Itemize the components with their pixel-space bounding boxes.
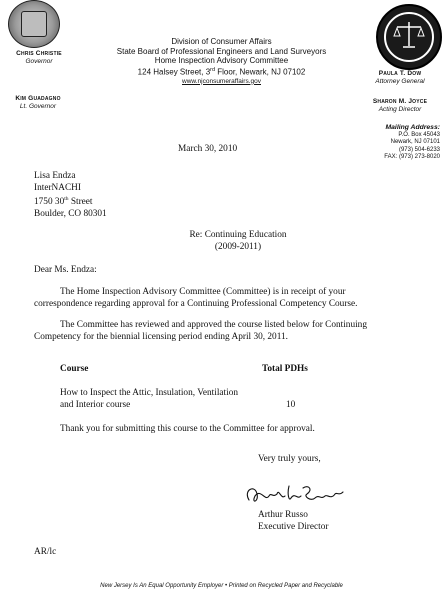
salutation: Dear Ms. Endza: (34, 265, 97, 275)
state-seal-left (8, 0, 60, 48)
letter-date: March 30, 2010 (178, 144, 238, 154)
course-column-header: Course (60, 364, 89, 374)
paragraph-1-line: correspondence regarding approval for a Continuing Professional Competency Course. (34, 298, 358, 309)
mailing-address-block (362, 124, 440, 162)
signer-name: Arthur Russo (258, 510, 308, 520)
course-name: How to Inspect the Attic, Insulation, Ventilation and Interior course (60, 388, 238, 410)
ag-title: Attorney General (375, 78, 425, 85)
seal-shield-icon (21, 11, 47, 37)
director-title: Acting Director (378, 106, 422, 113)
director-block (360, 98, 440, 114)
director-name: Sharon M. Joyce (372, 98, 428, 105)
ag-name: Paula T. Dow (378, 70, 422, 77)
recipient-address (34, 171, 107, 220)
lt-governor-block (0, 95, 76, 111)
re-line: Re: Continuing Education (189, 230, 287, 240)
recipient-street: 1750 30th Street (34, 196, 93, 208)
thank-you-line: Thank you for submitting this course to the Committee for approval. (60, 424, 315, 434)
attorney-general-seal (376, 4, 442, 70)
letterhead-center (100, 37, 343, 86)
lt-governor-name: Kim Guadagno (15, 95, 61, 102)
governor-name: Chris Christie (16, 50, 62, 57)
closing: Very truly yours, (258, 454, 321, 464)
recipient-org: InterNACHI (34, 182, 81, 193)
typist-initials: AR/lc (34, 547, 57, 557)
re-years: (2009-2011) (214, 241, 262, 252)
governor-block (4, 50, 74, 66)
pdh-column-header: Total PDHs (262, 364, 308, 374)
office-address: 124 Halsey Street, 3rd Floor, Newark, NJ 07102 (137, 66, 306, 77)
lt-governor-title: Lt. Governor (19, 103, 57, 110)
mailing-line: (973) 504-6233 (398, 146, 440, 153)
paragraph-1 (34, 287, 414, 310)
footer-text: New Jersey Is An Equal Opportunity Employer • Printed on Recycled Paper and Recyclable (100, 583, 343, 589)
handwritten-signature (239, 482, 349, 508)
mailing-line: FAX: (973) 273-8020 (384, 154, 440, 161)
paragraph-2-line: Competency for the biennial licensing period ending April 30, 2011. (34, 331, 288, 342)
recipient-city: Boulder, CO 80301 (34, 208, 107, 219)
mailing-line: Newark, NJ 07101 (390, 139, 440, 146)
board-name: State Board of Professional Engineers and Land Surveyors (116, 46, 327, 56)
governor-title: Governor (25, 58, 53, 65)
re-block (178, 230, 298, 253)
signer-block (258, 510, 328, 533)
course-pdh-value: 10 (286, 400, 296, 410)
paragraph-1-line: The Home Inspection Advisory Committee (Committee) is in receipt of your (60, 287, 346, 297)
recipient-name: Lisa Endza (34, 171, 76, 181)
mailing-line: P.O. Box 45043 (398, 131, 440, 138)
scales-of-justice-icon (393, 20, 425, 50)
website-link[interactable]: www.njconsumeraffairs.gov (182, 77, 261, 85)
committee-name: Home Inspection Advisory Committee (154, 56, 289, 65)
attorney-general-block (360, 70, 440, 86)
mailing-label: Mailing Address: (385, 124, 440, 131)
paragraph-2-line: The Committee has reviewed and approved the course listed below for Continuing (60, 320, 367, 330)
division-name: Division of Consumer Affairs (171, 37, 272, 46)
signer-title: Executive Director (258, 521, 329, 532)
paragraph-2 (34, 320, 414, 343)
